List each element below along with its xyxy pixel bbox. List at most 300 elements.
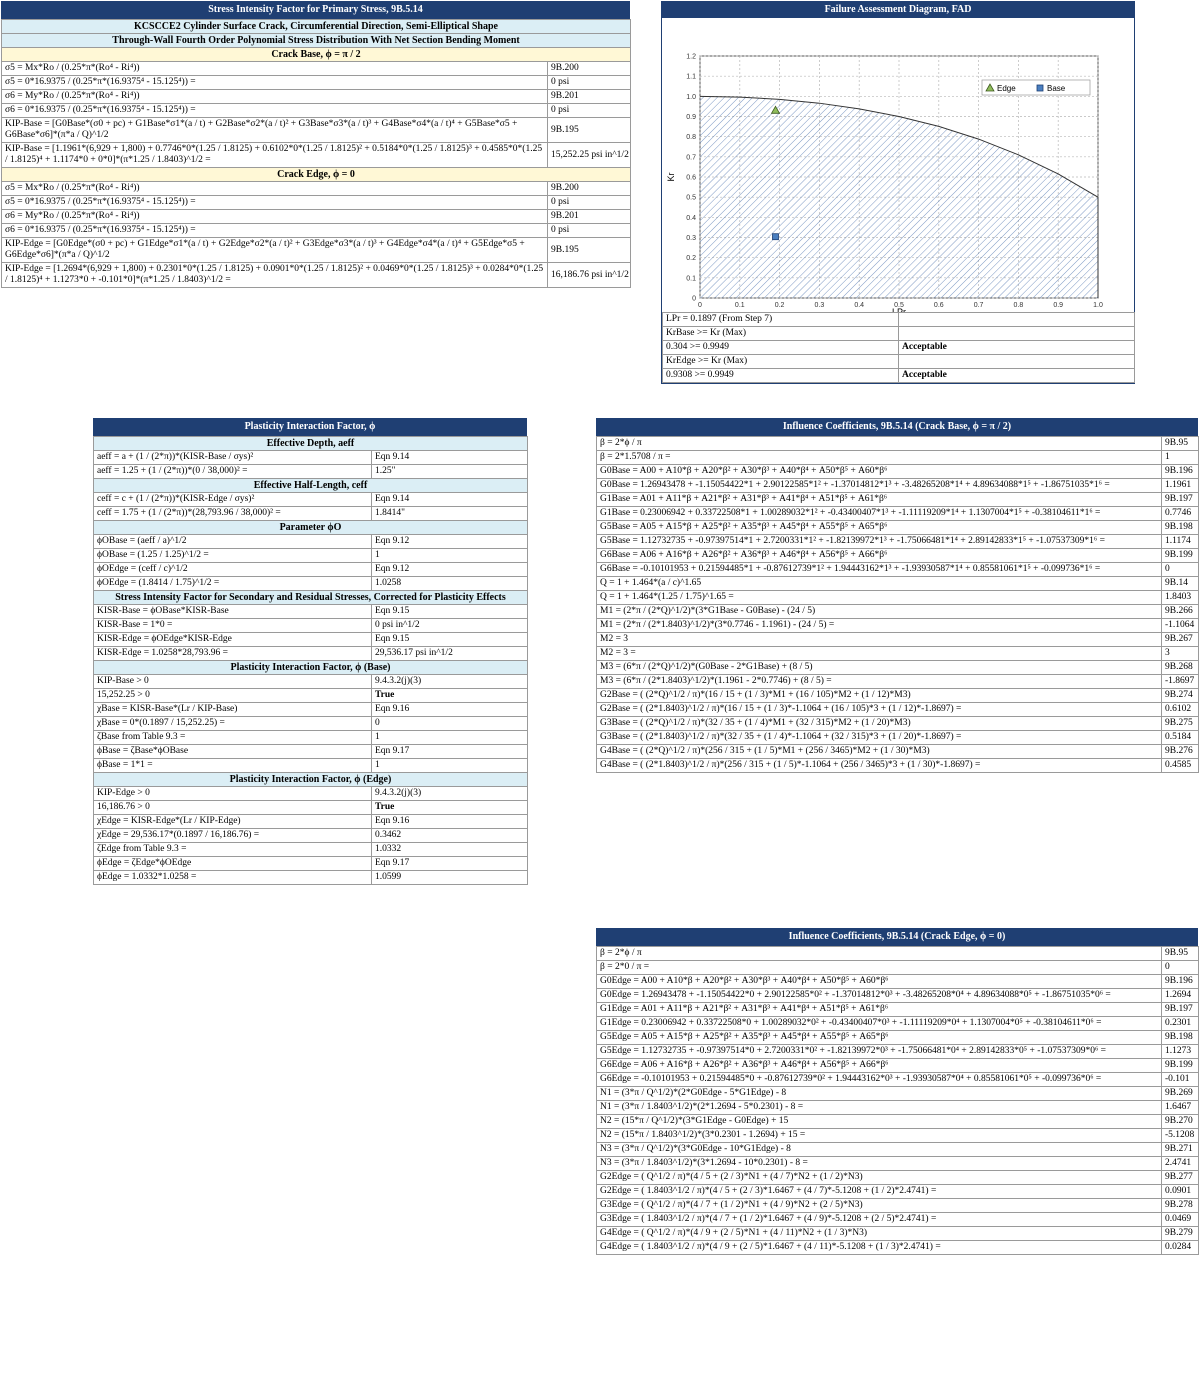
- table-row: [94, 843, 528, 857]
- section-header-label: Parameter ϕO: [94, 521, 528, 535]
- value-cell: 0 psi: [548, 104, 631, 118]
- value-cell: -5.1208: [1162, 1129, 1199, 1143]
- section-header: [94, 479, 528, 493]
- subtitle-line-1: KCSCCE2 Cylinder Surface Crack, Circumferential Direction, Semi-Elliptical Shape: [2, 20, 631, 34]
- value-cell: 9B.277: [1162, 1171, 1199, 1185]
- formula-cell: Q = 1 + 1.464*(1.25 / 1.75)^1.65 =: [597, 591, 1162, 605]
- formula-cell: G2Base = ( (2*Q)^1/2 / π)*(16 / 15 + (1 / 3)*M1 + (16 / 105)*M2 + (1 / 12)*M3): [597, 689, 1162, 703]
- primary-stress-title: Stress Intensity Factor for Primary Stress, 9B.5.14: [1, 1, 630, 19]
- formula-cell: σ6 = My*Ro / (0.25*π*(Ro⁴ - Ri⁴)): [2, 90, 548, 104]
- value-cell: 1.2694: [1162, 989, 1199, 1003]
- table-row: [597, 1115, 1199, 1129]
- value-cell: 1.0599: [372, 871, 528, 885]
- value-cell: 9B.200: [548, 182, 631, 196]
- formula-cell: N2 = (15*π / Q^1/2)*(3*G1Edge - G0Edge) + 15: [597, 1115, 1162, 1129]
- table-row: [94, 451, 528, 465]
- formula-cell: M1 = (2*π / (2*1.8403)^1/2)*(3*0.7746 - 1.1961) - (24 / 5) =: [597, 619, 1162, 633]
- formula-cell: G2Base = ( (2*1.8403)^1/2 / π)*(16 / 15 + (1 / 3)*-1.1064 + (16 / 105)*3 + (1 / 12)*-1.8697) =: [597, 703, 1162, 717]
- legend-label-base: Base: [1047, 84, 1066, 93]
- table-row: [597, 633, 1199, 647]
- table-row: [663, 313, 1135, 327]
- table-row: [597, 1199, 1199, 1213]
- table-row: [663, 369, 1135, 383]
- formula-cell: KIP-Base > 0: [94, 675, 372, 689]
- y-tick-label: 1.1: [686, 73, 696, 81]
- formula-cell: χEdge = 29,536.17*(0.1897 / 16,186.76) =: [94, 829, 372, 843]
- value-cell: 1: [1162, 451, 1199, 465]
- formula-cell: G4Edge = ( Q^1/2 / π)*(4 / 9 + (2 / 5)*N1 + (4 / 11)*N2 + (1 / 3)*N3): [597, 1227, 1162, 1241]
- value-cell: True: [372, 689, 528, 703]
- table-row: [597, 1017, 1199, 1031]
- formula-cell: ϕOBase = (aeff / a)^1/2: [94, 535, 372, 549]
- value-cell: Eqn 9.15: [372, 633, 528, 647]
- table-row: [94, 577, 528, 591]
- value-cell: 0.0284: [1162, 1241, 1199, 1255]
- table-row: [2, 182, 631, 196]
- value-cell: 9B.95: [1162, 437, 1199, 451]
- table-row: [94, 717, 528, 731]
- value-cell: 9B.276: [1162, 745, 1199, 759]
- value-cell: 9B.267: [1162, 633, 1199, 647]
- formula-cell: ϕBase = 1*1 =: [94, 759, 372, 773]
- formula-cell: G4Base = ( (2*Q)^1/2 / π)*(256 / 315 + (1 / 5)*M1 + (256 / 3465)*M2 + (1 / 30)*M3): [597, 745, 1162, 759]
- formula-cell: ceff = c + (1 / (2*π))*(KISR-Edge / σys)²: [94, 493, 372, 507]
- result-cell: Acceptable: [899, 341, 1135, 355]
- x-tick-label: 0.2: [774, 302, 785, 309]
- table-row: [597, 577, 1199, 591]
- table-row: [663, 327, 1135, 341]
- table-row: [597, 1003, 1199, 1017]
- influence-base-panel: [596, 418, 1198, 773]
- primary-subtitle: [2, 34, 631, 48]
- formula-cell: KISR-Edge = 1.0258*28,793.96 =: [94, 647, 372, 661]
- fad-chart-svg: [662, 18, 1134, 312]
- result-cell: [899, 313, 1135, 327]
- formula-cell: β = 2*ϕ / π: [597, 437, 1162, 451]
- data-point-base: [773, 234, 779, 240]
- formula-cell: G0Edge = 1.26943478 + -1.15054422*0 + 2.90122585*0² + -1.37014812*0³ + -3.48265208*0⁴ + 4.89634088*0⁵ + -1.86751035*0⁶ =: [597, 989, 1162, 1003]
- section-header-label: Crack Edge, ϕ = 0: [2, 168, 631, 182]
- table-row: [597, 1087, 1199, 1101]
- table-row: [597, 1045, 1199, 1059]
- value-cell: 0.6102: [1162, 703, 1199, 717]
- value-cell: 1.0258: [372, 577, 528, 591]
- formula-cell: G4Base = ( (2*1.8403)^1/2 / π)*(256 / 315 + (1 / 5)*-1.1064 + (256 / 3465)*3 + (1 / 30)*-1.8697) =: [597, 759, 1162, 773]
- table-row: [597, 1185, 1199, 1199]
- value-cell: 15,252.25 psi in^1/2: [548, 143, 631, 168]
- value-cell: 9B.14: [1162, 577, 1199, 591]
- x-tick-label: 1.0: [1093, 302, 1103, 309]
- value-cell: 1.6467: [1162, 1101, 1199, 1115]
- value-cell: 0.5184: [1162, 731, 1199, 745]
- table-row: [597, 619, 1199, 633]
- table-row: [2, 224, 631, 238]
- result-cell: [899, 327, 1135, 341]
- x-axis-label: LPr: [891, 307, 907, 312]
- fad-chart: [662, 18, 1134, 312]
- primary-stress-panel: [1, 1, 630, 288]
- value-cell: 0 psi: [548, 76, 631, 90]
- formula-cell: ϕOEdge = (ceff / c)^1/2: [94, 563, 372, 577]
- formula-cell: aeff = 1.25 + (1 / (2*π))*(0 / 38,000)² =: [94, 465, 372, 479]
- value-cell: 0.0901: [1162, 1185, 1199, 1199]
- formula-cell: ζEdge from Table 9.3 =: [94, 843, 372, 857]
- value-cell: Eqn 9.15: [372, 605, 528, 619]
- value-cell: 1: [372, 731, 528, 745]
- table-row: [94, 605, 528, 619]
- value-cell: 0 psi in^1/2: [372, 619, 528, 633]
- result-cell: Acceptable: [899, 369, 1135, 383]
- table-row: [597, 1059, 1199, 1073]
- value-cell: 0: [372, 717, 528, 731]
- formula-cell: ϕOEdge = (1.8414 / 1.75)^1/2 =: [94, 577, 372, 591]
- value-cell: 1.8414": [372, 507, 528, 521]
- check-cell: 0.304 >= 0.9949: [663, 341, 899, 355]
- table-row: [597, 549, 1199, 563]
- table-row: [94, 871, 528, 885]
- value-cell: Eqn 9.12: [372, 535, 528, 549]
- value-cell: 9B.199: [1162, 1059, 1199, 1073]
- formula-cell: G1Base = A01 + A11*β + A21*β² + A31*β³ + A41*β⁴ + A51*β⁵ + A61*β⁶: [597, 493, 1162, 507]
- value-cell: 9B.270: [1162, 1115, 1199, 1129]
- table-row: [597, 451, 1199, 465]
- y-tick-label: 0.5: [686, 194, 696, 202]
- formula-cell: 15,252.25 > 0: [94, 689, 372, 703]
- value-cell: 1.8403: [1162, 591, 1199, 605]
- formula-cell: KISR-Base = 1*0 =: [94, 619, 372, 633]
- formula-cell: G6Edge = -0.10101953 + 0.21594485*0 + -0.87612739*0² + 1.94443162*0³ + -1.93930587*0⁴ + 0.85581061*0⁵ + -0.099736*0⁶ =: [597, 1073, 1162, 1087]
- value-cell: 9B.269: [1162, 1087, 1199, 1101]
- plasticity-title: Plasticity Interaction Factor, ϕ: [93, 418, 527, 436]
- table-row: [94, 535, 528, 549]
- table-row: [94, 829, 528, 843]
- value-cell: -0.101: [1162, 1073, 1199, 1087]
- value-cell: 9B.268: [1162, 661, 1199, 675]
- table-row: [2, 62, 631, 76]
- formula-cell: KIP-Base = [G0Base*(σ0 + pc) + G1Base*σ1*(a / t) + G2Base*σ2*(a / t)² + G3Base*σ3*(a / t)³ + G4Base*σ4*(a / t)⁴ + G5Base*σ5 + G6Base*σ6]*(π*a / Q)^1/2: [2, 118, 548, 143]
- formula-cell: N3 = (3*π / Q^1/2)*(3*G0Edge - 10*G1Edge) - 8: [597, 1143, 1162, 1157]
- formula-cell: 16,186.76 > 0: [94, 801, 372, 815]
- table-row: [94, 745, 528, 759]
- formula-cell: σ6 = 0*16.9375 / (0.25*π*(16.9375⁴ - 15.125⁴)) =: [2, 104, 548, 118]
- section-header-label: Stress Intensity Factor for Secondary and Residual Stresses, Corrected for Plasticity Effects: [94, 591, 528, 605]
- table-row: [94, 731, 528, 745]
- y-tick-label: 0.1: [686, 275, 696, 283]
- table-row: [94, 465, 528, 479]
- formula-cell: β = 2*ϕ / π: [597, 947, 1162, 961]
- value-cell: 0.2301: [1162, 1017, 1199, 1031]
- section-header-label: Effective Depth, aeff: [94, 437, 528, 451]
- formula-cell: N2 = (15*π / 1.8403^1/2)*(3*0.2301 - 1.2694) + 15 =: [597, 1129, 1162, 1143]
- section-header: [94, 773, 528, 787]
- value-cell: 0: [1162, 563, 1199, 577]
- x-tick-label: 0.1: [734, 302, 745, 309]
- formula-cell: σ6 = 0*16.9375 / (0.25*π*(16.9375⁴ - 15.125⁴)) =: [2, 224, 548, 238]
- table-row: [94, 787, 528, 801]
- formula-cell: Q = 1 + 1.464*(a / c)^1.65: [597, 577, 1162, 591]
- value-cell: -1.1064: [1162, 619, 1199, 633]
- formula-cell: ζBase from Table 9.3 =: [94, 731, 372, 745]
- formula-cell: G5Edge = A05 + A15*β + A25*β² + A35*β³ + A45*β⁴ + A55*β⁵ + A65*β⁶: [597, 1031, 1162, 1045]
- value-cell: 1.25": [372, 465, 528, 479]
- section-header: [94, 521, 528, 535]
- y-tick-label: 0.4: [686, 214, 696, 222]
- table-row: [597, 591, 1199, 605]
- table-row: [597, 1101, 1199, 1115]
- y-tick-label: 0.7: [686, 154, 696, 162]
- table-row: [94, 633, 528, 647]
- value-cell: 9B.278: [1162, 1199, 1199, 1213]
- x-tick-label: 0.9: [1053, 302, 1064, 309]
- influence-edge-title: Influence Coefficients, 9B.5.14 (Crack Edge, ϕ = 0): [596, 928, 1198, 946]
- table-row: [2, 263, 631, 288]
- value-cell: 9B.197: [1162, 493, 1199, 507]
- section-header-label: Effective Half-Length, ceff: [94, 479, 528, 493]
- value-cell: 9B.275: [1162, 717, 1199, 731]
- table-row: [597, 661, 1199, 675]
- value-cell: True: [372, 801, 528, 815]
- formula-cell: G3Edge = ( 1.8403^1/2 / π)*(4 / 7 + (1 / 2)*1.6467 + (4 / 9)*-5.1208 + (2 / 5)*2.4741) =: [597, 1213, 1162, 1227]
- formula-cell: G6Base = -0.10101953 + 0.21594485*1 + -0.87612739*1² + 1.94443162*1³ + -1.93930587*1⁴ + 0.85581061*1⁵ + -0.099736*1⁶ =: [597, 563, 1162, 577]
- value-cell: 1.1273: [1162, 1045, 1199, 1059]
- value-cell: Eqn 9.14: [372, 451, 528, 465]
- table-row: [94, 801, 528, 815]
- table-row: [597, 493, 1199, 507]
- value-cell: 1.1961: [1162, 479, 1199, 493]
- value-cell: 9.4.3.2(j)(3): [372, 787, 528, 801]
- influence-edge-panel: [596, 928, 1198, 1255]
- y-tick-label: 0.8: [686, 134, 696, 142]
- formula-cell: M3 = (6*π / (2*1.8403)^1/2)*(1.1961 - 2*0.7746) + (8 / 5) =: [597, 675, 1162, 689]
- table-row: [597, 717, 1199, 731]
- x-tick-label: 0.3: [814, 302, 825, 309]
- formula-cell: G4Edge = ( 1.8403^1/2 / π)*(4 / 9 + (2 / 5)*1.6467 + (4 / 11)*-5.1208 + (1 / 3)*2.4741) =: [597, 1241, 1162, 1255]
- table-row: [597, 535, 1199, 549]
- fad-result-table: [662, 312, 1135, 383]
- table-row: [94, 675, 528, 689]
- y-axis-label: Kr: [666, 172, 676, 182]
- formula-cell: G5Edge = 1.12732735 + -0.97397514*0 + 2.7200331*0² + -1.82139972*0³ + -1.75066481*0⁴ + 2.89142833*0⁵ + -1.07537309*0⁶ =: [597, 1045, 1162, 1059]
- formula-cell: M3 = (6*π / (2*Q)^1/2)*(G0Base - 2*G1Base) + (8 / 5): [597, 661, 1162, 675]
- table-row: [597, 1157, 1199, 1171]
- formula-cell: G0Base = A00 + A10*β + A20*β² + A30*β³ + A40*β⁴ + A50*β⁵ + A60*β⁶: [597, 465, 1162, 479]
- formula-cell: M2 = 3 =: [597, 647, 1162, 661]
- formula-cell: ceff = 1.75 + (1 / (2*π))*(28,793.96 / 38,000)² =: [94, 507, 372, 521]
- y-tick-label: 0.3: [686, 235, 696, 242]
- y-tick-label: 0.2: [686, 255, 696, 263]
- value-cell: Eqn 9.17: [372, 745, 528, 759]
- table-row: [2, 104, 631, 118]
- table-row: [2, 238, 631, 263]
- formula-cell: σ5 = Mx*Ro / (0.25*π*(Ro⁴ - Ri⁴)): [2, 62, 548, 76]
- y-tick-label: 1.2: [686, 53, 696, 61]
- table-row: [2, 76, 631, 90]
- value-cell: 9B.95: [1162, 947, 1199, 961]
- formula-cell: G5Base = A05 + A15*β + A25*β² + A35*β³ + A45*β⁴ + A55*β⁵ + A65*β⁶: [597, 521, 1162, 535]
- value-cell: Eqn 9.17: [372, 857, 528, 871]
- check-cell: KrEdge >= Kr (Max): [663, 355, 899, 369]
- formula-cell: ϕBase = ζBase*ϕOBase: [94, 745, 372, 759]
- formula-cell: G0Edge = A00 + A10*β + A20*β² + A30*β³ + A40*β⁴ + A50*β⁵ + A60*β⁶: [597, 975, 1162, 989]
- formula-cell: G2Edge = ( Q^1/2 / π)*(4 / 5 + (2 / 3)*N1 + (4 / 7)*N2 + (1 / 2)*N3): [597, 1171, 1162, 1185]
- table-row: [597, 1143, 1199, 1157]
- x-tick-label: 0.4: [854, 302, 865, 309]
- value-cell: Eqn 9.16: [372, 703, 528, 717]
- value-cell: 1: [372, 549, 528, 563]
- table-row: [94, 703, 528, 717]
- value-cell: 0.7746: [1162, 507, 1199, 521]
- table-row: [94, 619, 528, 633]
- table-row: [597, 675, 1199, 689]
- plasticity-panel: [93, 418, 527, 885]
- table-row: [597, 1171, 1199, 1185]
- formula-cell: KIP-Edge = [1.2694*(6,929 + 1,800) + 0.2301*0*(1.25 / 1.8125) + 0.0901*0*(1.25 / 1.8125)² + 0.0469*0*(1.25 / 1.8125)³ + 0.0284*0*(1.25 / 1.8125)⁴ + 1.1273*0 + -0.101*0]*(π*1.25 / 1.8403)^1/2 =: [2, 263, 548, 288]
- value-cell: 9B.195: [548, 118, 631, 143]
- value-cell: 9B.279: [1162, 1227, 1199, 1241]
- section-header-label: Plasticity Interaction Factor, ϕ (Edge): [94, 773, 528, 787]
- table-row: [2, 143, 631, 168]
- section-header: [2, 168, 631, 182]
- influence-base-table: [596, 436, 1199, 773]
- table-row: [663, 355, 1135, 369]
- formula-cell: G3Base = ( (2*Q)^1/2 / π)*(32 / 35 + (1 / 4)*M1 + (32 / 315)*M2 + (1 / 20)*M3): [597, 717, 1162, 731]
- table-row: [2, 118, 631, 143]
- formula-cell: G3Base = ( (2*1.8403)^1/2 / π)*(32 / 35 + (1 / 4)*-1.1064 + (32 / 315)*3 + (1 / 20)*-1.8697) =: [597, 731, 1162, 745]
- formula-cell: G0Base = 1.26943478 + -1.15054422*1 + 2.90122585*1² + -1.37014812*1³ + -3.48265208*1⁴ + 4.89634088*1⁵ + -1.86751035*1⁶ =: [597, 479, 1162, 493]
- value-cell: 9B.266: [1162, 605, 1199, 619]
- formula-cell: G6Edge = A06 + A16*β + A26*β² + A36*β³ + A46*β⁴ + A56*β⁵ + A66*β⁶: [597, 1059, 1162, 1073]
- table-row: [597, 1129, 1199, 1143]
- value-cell: 9B.201: [548, 210, 631, 224]
- value-cell: 9B.195: [548, 238, 631, 263]
- formula-cell: N1 = (3*π / 1.8403^1/2)*(2*1.2694 - 5*0.2301) - 8 =: [597, 1101, 1162, 1115]
- table-row: [597, 1031, 1199, 1045]
- table-row: [94, 689, 528, 703]
- value-cell: 0 psi: [548, 196, 631, 210]
- formula-cell: M1 = (2*π / (2*Q)^1/2)*(3*G1Base - G0Base) - (24 / 5): [597, 605, 1162, 619]
- value-cell: 9B.196: [1162, 975, 1199, 989]
- value-cell: Eqn 9.14: [372, 493, 528, 507]
- table-row: [94, 857, 528, 871]
- table-row: [94, 563, 528, 577]
- value-cell: 16,186.76 psi in^1/2: [548, 263, 631, 288]
- formula-cell: KISR-Base = ϕOBase*KISR-Base: [94, 605, 372, 619]
- table-row: [597, 465, 1199, 479]
- formula-cell: G6Base = A06 + A16*β + A26*β² + A36*β³ + A46*β⁴ + A56*β⁵ + A66*β⁶: [597, 549, 1162, 563]
- formula-cell: aeff = a + (1 / (2*π))*(KISR-Base / σys)²: [94, 451, 372, 465]
- table-row: [597, 947, 1199, 961]
- check-cell: 0.9308 >= 0.9949: [663, 369, 899, 383]
- formula-cell: χBase = KISR-Base*(Lr / KIP-Base): [94, 703, 372, 717]
- formula-cell: KISR-Edge = ϕOEdge*KISR-Edge: [94, 633, 372, 647]
- section-header: [94, 437, 528, 451]
- section-header: [94, 661, 528, 675]
- influence-edge-table: [596, 946, 1199, 1255]
- table-row: [2, 196, 631, 210]
- table-row: [597, 521, 1199, 535]
- value-cell: 1.0332: [372, 843, 528, 857]
- table-row: [597, 731, 1199, 745]
- formula-cell: σ5 = 0*16.9375 / (0.25*π*(16.9375⁴ - 15.125⁴)) =: [2, 196, 548, 210]
- table-row: [2, 90, 631, 104]
- table-row: [597, 975, 1199, 989]
- value-cell: 9B.198: [1162, 1031, 1199, 1045]
- formula-cell: M2 = 3: [597, 633, 1162, 647]
- table-row: [597, 745, 1199, 759]
- formula-cell: N1 = (3*π / Q^1/2)*(2*G0Edge - 5*G1Edge) - 8: [597, 1087, 1162, 1101]
- value-cell: 9B.200: [548, 62, 631, 76]
- table-row: [597, 1073, 1199, 1087]
- x-tick-label: 0.7: [973, 302, 984, 309]
- value-cell: 29,536.17 psi in^1/2: [372, 647, 528, 661]
- table-row: [94, 647, 528, 661]
- subtitle-line-2: Through-Wall Fourth Order Polynomial Stress Distribution With Net Section Bending Moment: [2, 34, 631, 48]
- value-cell: 0.4585: [1162, 759, 1199, 773]
- x-tick-label: 0: [698, 302, 702, 309]
- section-header-label: Crack Base, ϕ = π / 2: [2, 48, 631, 62]
- primary-subtitle: [2, 20, 631, 34]
- value-cell: 1.1174: [1162, 535, 1199, 549]
- value-cell: Eqn 9.16: [372, 815, 528, 829]
- formula-cell: χBase = 0*(0.1897 / 15,252.25) =: [94, 717, 372, 731]
- value-cell: 9B.201: [548, 90, 631, 104]
- table-row: [597, 759, 1199, 773]
- formula-cell: G3Edge = ( Q^1/2 / π)*(4 / 7 + (1 / 2)*N1 + (4 / 9)*N2 + (2 / 5)*N3): [597, 1199, 1162, 1213]
- formula-cell: β = 2*0 / π =: [597, 961, 1162, 975]
- influence-base-title: Influence Coefficients, 9B.5.14 (Crack Base, ϕ = π / 2): [596, 418, 1198, 436]
- value-cell: 9B.197: [1162, 1003, 1199, 1017]
- x-tick-label: 0.5: [894, 302, 904, 309]
- table-row: [597, 507, 1199, 521]
- legend-marker-base: [1037, 85, 1043, 91]
- value-cell: 0: [1162, 961, 1199, 975]
- table-row: [597, 1241, 1199, 1255]
- section-header: [94, 591, 528, 605]
- result-cell: [899, 355, 1135, 369]
- primary-stress-table: [1, 19, 631, 288]
- section-header: [2, 48, 631, 62]
- table-row: [94, 549, 528, 563]
- x-tick-label: 0.6: [933, 302, 944, 309]
- check-cell: KrBase >= Kr (Max): [663, 327, 899, 341]
- table-row: [597, 563, 1199, 577]
- formula-cell: G5Base = 1.12732735 + -0.97397514*1 + 2.7200331*1² + -1.82139972*1³ + -1.75066481*1⁴ + 2.89142833*1⁵ + -1.07537309*1⁶ =: [597, 535, 1162, 549]
- formula-cell: β = 2*1.5708 / π =: [597, 451, 1162, 465]
- formula-cell: σ5 = 0*16.9375 / (0.25*π*(16.9375⁴ - 15.125⁴)) =: [2, 76, 548, 90]
- value-cell: 0.0469: [1162, 1213, 1199, 1227]
- formula-cell: ϕEdge = 1.0332*1.0258 =: [94, 871, 372, 885]
- value-cell: -1.8697: [1162, 675, 1199, 689]
- check-cell: LPr = 0.1897 (From Step 7): [663, 313, 899, 327]
- table-row: [597, 479, 1199, 493]
- fad-panel: [661, 1, 1135, 384]
- formula-cell: KIP-Base = [1.1961*(6,929 + 1,800) + 0.7746*0*(1.25 / 1.8125) + 0.6102*0*(1.25 / 1.8125)² + 0.5184*0*(1.25 / 1.8125)³ + 0.4585*0*(1.25 / 1.8125)⁴ + 1.1174*0 + 0*0]*(π*1.25 / 1.8403)^1/2 =: [2, 143, 548, 168]
- formula-cell: G1Edge = 0.23006942 + 0.33722508*0 + 1.00289032*0² + -0.43400407*0³ + -1.11119209*0⁴ + 1.1307004*0⁵ + -0.38104611*0⁶ =: [597, 1017, 1162, 1031]
- y-tick-label: 0.6: [686, 174, 696, 182]
- value-cell: 9B.199: [1162, 549, 1199, 563]
- value-cell: 2.4741: [1162, 1157, 1199, 1171]
- formula-cell: σ5 = Mx*Ro / (0.25*π*(Ro⁴ - Ri⁴)): [2, 182, 548, 196]
- table-row: [597, 689, 1199, 703]
- value-cell: 9B.198: [1162, 521, 1199, 535]
- plasticity-table: [93, 436, 528, 885]
- formula-cell: N3 = (3*π / 1.8403^1/2)*(3*1.2694 - 10*0.2301) - 8 =: [597, 1157, 1162, 1171]
- table-row: [597, 961, 1199, 975]
- formula-cell: ϕOBase = (1.25 / 1.25)^1/2 =: [94, 549, 372, 563]
- value-cell: 9.4.3.2(j)(3): [372, 675, 528, 689]
- table-row: [597, 437, 1199, 451]
- table-row: [597, 1227, 1199, 1241]
